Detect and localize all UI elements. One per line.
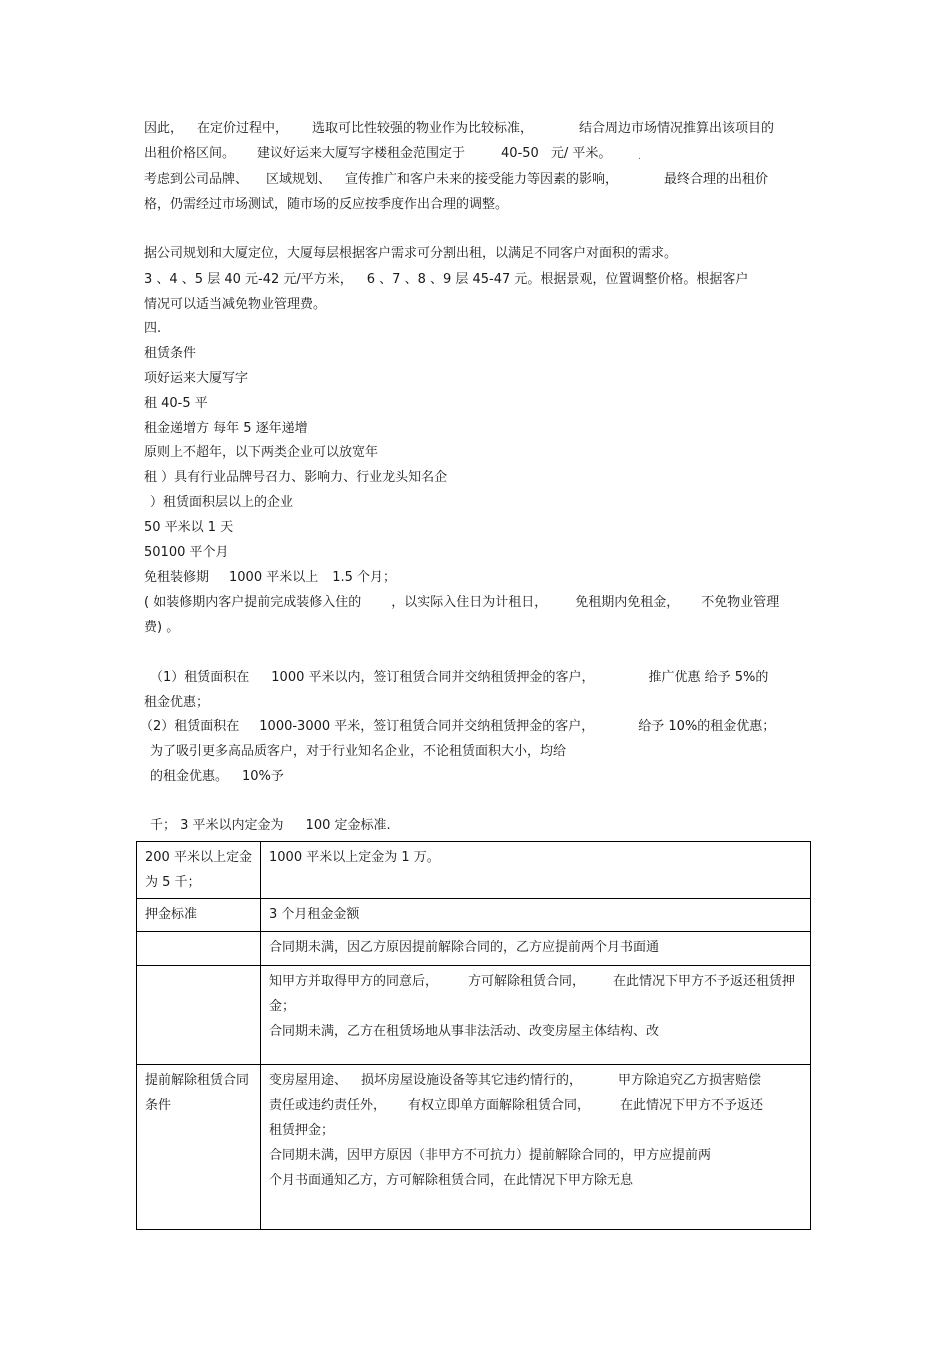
paragraph-line: 原则上不超年，以下两类企业可以放宽年 xyxy=(144,445,379,460)
paragraph-line xyxy=(144,271,748,289)
text: 责任或违约责任外， xyxy=(269,1098,387,1113)
table-cell: 1000 平米以上定金为 1 万。 xyxy=(261,842,811,899)
text: 合同期未满，因甲方原因（非甲方不可抗力）提前解除合同的，甲方应提前两 xyxy=(269,1148,712,1163)
text: 在此情况下甲方不予返还 xyxy=(620,1098,764,1113)
terms-table xyxy=(136,841,811,1230)
text: 1000 平米以上 xyxy=(229,570,319,585)
paragraph-line: 租 ）具有行业品牌号召力、影响力、行业龙头知名企 xyxy=(144,470,448,485)
table-row xyxy=(137,932,811,966)
text: 损坏房屋设施设备等其它违约情行的， xyxy=(361,1073,583,1088)
text: 合同期未满，乙方在租赁场地从事非法活动、改变房屋主体结构、改 xyxy=(269,1024,660,1039)
text: 3 、4 、5 层 40 元-42 元/平方米， xyxy=(144,272,353,287)
text: 免租期内免租金， xyxy=(575,595,680,610)
paragraph-line xyxy=(144,594,779,612)
table-cell: 200 平米以上定金为 5 千； xyxy=(137,842,261,899)
table-row xyxy=(137,842,811,899)
text: 选取可比性较强的物业作为比较标准， xyxy=(312,121,534,136)
table-cell xyxy=(261,1065,811,1230)
text: 有权立即单方面解除租赁合同， xyxy=(408,1098,591,1113)
paragraph-line xyxy=(144,145,611,163)
paragraph-line: ）租赁面积层以上的企业 xyxy=(150,495,294,510)
text: ( 如装修期内客户提前完成装修入住的 xyxy=(144,595,362,610)
text: 免租装修期 xyxy=(144,570,210,585)
text: 6 、7 、8 、9 层 45-47 元。根据景观，位置调整价格。根据客户 xyxy=(366,272,749,287)
paragraph-line xyxy=(144,171,768,189)
text: 最终合理的出租价 xyxy=(664,172,769,187)
table-cell xyxy=(137,966,261,1065)
paragraph-line xyxy=(150,669,768,687)
text: 变房屋用途、 xyxy=(269,1073,348,1088)
text: 1.5 个月； xyxy=(332,570,397,585)
text: 知甲方并取得甲方的同意后， xyxy=(269,974,439,989)
paragraph-line: 情况可以适当减免物业管理费。 xyxy=(144,297,327,312)
table-cell xyxy=(261,966,811,1065)
text: 推广优惠 给予 5%的 xyxy=(648,670,769,685)
paragraph-line: 格，仍需经过市场测试，随市场的反应按季度作出合理的调整。 xyxy=(144,197,509,212)
text: 千； 3 平米以内定金为 xyxy=(150,818,284,833)
text: （2）租赁面积在 xyxy=(140,719,240,734)
paragraph-line xyxy=(150,768,284,786)
text: 甲方除追究乙方损害赔偿 xyxy=(618,1073,762,1088)
paragraph-line: 租金优惠； xyxy=(144,695,210,710)
table-cell: 3 个月租金金额 xyxy=(261,899,811,932)
table-cell: 提前解除租赁合同条件 xyxy=(137,1065,261,1230)
text: 100 定金标准. xyxy=(305,818,391,833)
text: 个月书面通知乙方，方可解除租赁合同，在此情况下甲方除无息 xyxy=(269,1173,634,1188)
text: ，以实际入住日为计租日， xyxy=(391,595,548,610)
paragraph-line: 费) 。 xyxy=(144,620,180,635)
text: 元/ 平米。 xyxy=(550,146,612,161)
table-cell xyxy=(137,932,261,966)
paragraph-line: 据公司规划和大厦定位，大厦每层根据客户需求可分割出租，以满足不同客户对面积的需求。 xyxy=(144,246,678,261)
paragraph-line: 50100 平个月 xyxy=(144,545,229,560)
text: 出租价格区间。 xyxy=(144,146,236,161)
table-cell: 合同期未满，因乙方原因提前解除合同的，乙方应提前两个月书面通 xyxy=(261,932,811,966)
text: 不免物业管理 xyxy=(701,595,780,610)
paragraph-line xyxy=(144,569,396,587)
text: 40-50 xyxy=(501,146,539,161)
text: 的租金优惠。 xyxy=(150,769,229,784)
text: 10%予 xyxy=(242,769,284,784)
paragraph-line xyxy=(140,718,775,736)
paragraph-line: 50 平米以 1 天 xyxy=(144,520,234,535)
table-row xyxy=(137,1065,811,1230)
text: 给予 10%的租金优惠； xyxy=(638,719,776,734)
text: （1）租赁面积在 xyxy=(150,670,250,685)
text: 方可解除租赁合同， xyxy=(468,974,586,989)
table-cell: 押金标准 xyxy=(137,899,261,932)
paragraph-line xyxy=(150,817,391,835)
table-row xyxy=(137,899,811,932)
text: 因此， xyxy=(144,121,184,136)
text: 考虑到公司品牌、 xyxy=(144,172,249,187)
table-row xyxy=(137,966,811,1065)
section-title: 租赁条件 xyxy=(144,346,197,361)
text: 在定价过程中， xyxy=(197,121,289,136)
text: 结合周边市场情况推算出该项目的 xyxy=(579,121,775,136)
paragraph-line: 租 40-5 平 xyxy=(144,396,208,411)
section-number: 四. xyxy=(144,321,162,336)
stray-dot: . xyxy=(638,152,641,162)
paragraph-line: 项好运来大厦写字 xyxy=(144,371,249,386)
paragraph-line xyxy=(144,120,774,138)
text: 租赁押金； xyxy=(269,1123,335,1138)
text: 宣传推广和客户未来的接受能力等因素的影响， xyxy=(345,172,619,187)
text: 1000-3000 平米，签订租赁合同并交纳租赁押金的客户， xyxy=(259,719,595,734)
text: 区域规划、 xyxy=(266,172,332,187)
text: 在此情况下甲方不予返还租赁押金； xyxy=(269,974,796,1014)
text: 建议好运来大厦写字楼租金范围定于 xyxy=(257,146,466,161)
paragraph-line: 为了吸引更多高品质客户，对于行业知名企业，不论租赁面积大小，均给 xyxy=(150,744,567,759)
paragraph-line: 租金递增方 每年 5 逐年递增 xyxy=(144,421,308,436)
text: 1000 平米以内，签订租赁合同并交纳租赁押金的客户， xyxy=(271,670,595,685)
